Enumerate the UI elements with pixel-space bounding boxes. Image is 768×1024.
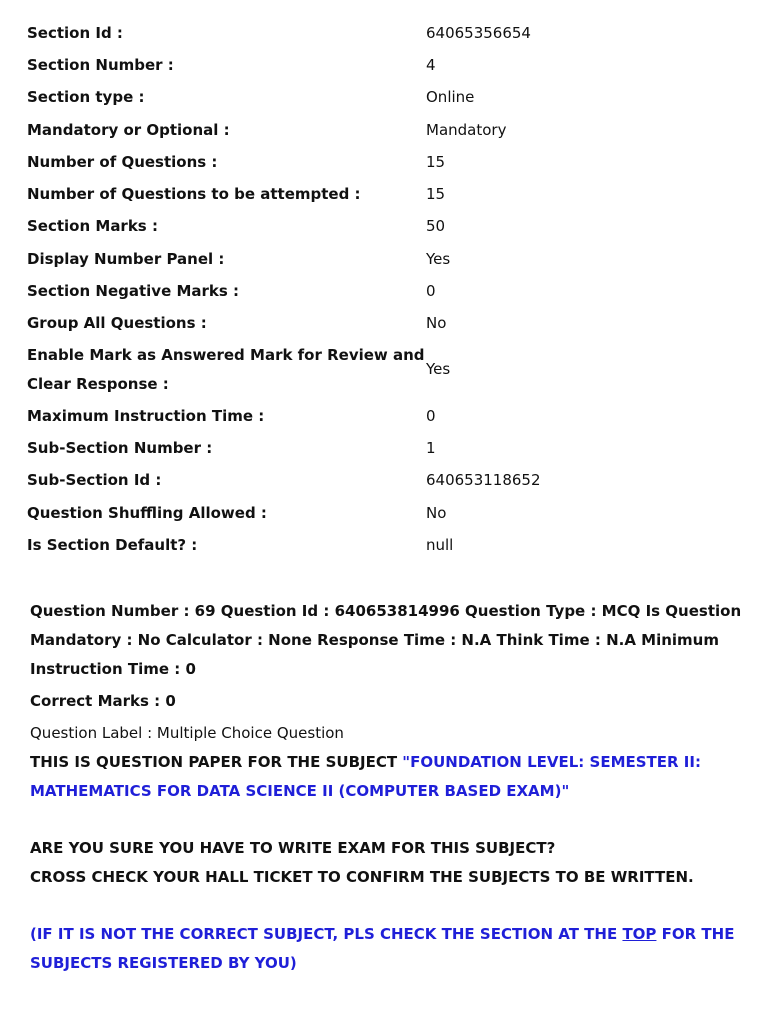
section-info-label: Display Number Panel : [27,249,225,268]
section-info-value: 0 [426,282,436,301]
section-info-value: 50 [426,217,446,236]
question-meta: Question Number : 69 Question Id : 640653814996 Question Type : MCQ Is Question Mandatory : No Calculator : None Response Time : N.A Think Time : N.A Minimum Instruction Time : 0 [30,602,742,678]
section-info-label: Number of Questions to be attempted : [27,185,361,204]
section-info-row [27,211,747,243]
top-link[interactable]: TOP [622,925,657,943]
hall-ticket-instruction: CROSS CHECK YOUR HALL TICKET TO CONFIRM THE SUBJECTS TO BE WRITTEN. [30,868,694,886]
subject-note-end: FOR THE SUBJECTS REGISTERED BY YOU) [30,925,735,972]
section-info-row [27,529,747,561]
section-info-label: Sub-Section Id : [27,471,162,490]
section-info-label: Sub-Section Number : [27,438,213,457]
section-info-label: Group All Questions : [27,314,207,333]
section-info-label: Section Id : [27,23,123,42]
section-info-row [27,275,747,307]
confirm-question: ARE YOU SURE YOU HAVE TO WRITE EXAM FOR THIS SUBJECT? [30,839,556,857]
subject-name: "FOUNDATION LEVEL: SEMESTER II: MATHEMATICS FOR DATA SCIENCE II (COMPUTER BASED EXAM)" [30,753,701,800]
section-info-label: Number of Questions : [27,152,218,171]
section-info-row [27,114,747,146]
question-block [30,597,750,978]
subject-note-start: (IF IT IS NOT THE CORRECT SUBJECT, PLS CHECK THE SECTION AT THE [30,925,623,943]
section-info-label: Maximum Instruction Time : [27,406,265,425]
section-info-value: Yes [426,249,451,268]
correct-marks: Correct Marks : 0 [30,692,176,710]
section-info-value: 4 [426,55,436,74]
section-info-value: Online [426,88,475,107]
section-info-label: Enable Mark as Answered Mark for Review and Clear Response : [27,345,425,393]
section-info-label: Section Number : [27,55,174,74]
section-info-row [27,17,747,49]
section-info-row [27,308,747,340]
section-info-value: 640653118652 [426,471,541,490]
subject-note [30,920,750,978]
section-info-label: Mandatory or Optional : [27,120,230,139]
section-info-label: Question Shuffling Allowed : [27,503,267,522]
section-info-table [27,17,747,561]
section-info-row [27,400,747,432]
section-info-value: 15 [426,152,446,171]
section-info-value: No [426,314,447,333]
section-info-row [27,178,747,210]
section-info-row [27,82,747,114]
section-info-row [27,497,747,529]
section-info-value: 1 [426,438,436,457]
subject-statement [30,748,750,806]
section-info-value: null [426,535,454,554]
section-info-value: Mandatory [426,120,507,139]
spacer [30,806,750,834]
section-info-row [27,340,747,400]
spacer [30,892,750,920]
section-info-value: Yes [426,360,451,379]
section-info-value: No [426,503,447,522]
section-info-value: 15 [426,185,446,204]
section-info-label: Section Marks : [27,217,158,236]
section-info-label: Section type : [27,88,145,107]
question-label: Question Label : Multiple Choice Question [30,724,344,742]
section-info-row [27,49,747,81]
section-info-value: 0 [426,406,436,425]
section-info-row [27,146,747,178]
section-info-label: Is Section Default? : [27,535,198,554]
section-info-row [27,432,747,464]
section-info-row [27,243,747,275]
section-info-label: Section Negative Marks : [27,282,240,301]
section-info-row [27,465,747,497]
section-info-value: 64065356654 [426,23,531,42]
subject-prefix: THIS IS QUESTION PAPER FOR THE SUBJECT [30,753,403,771]
